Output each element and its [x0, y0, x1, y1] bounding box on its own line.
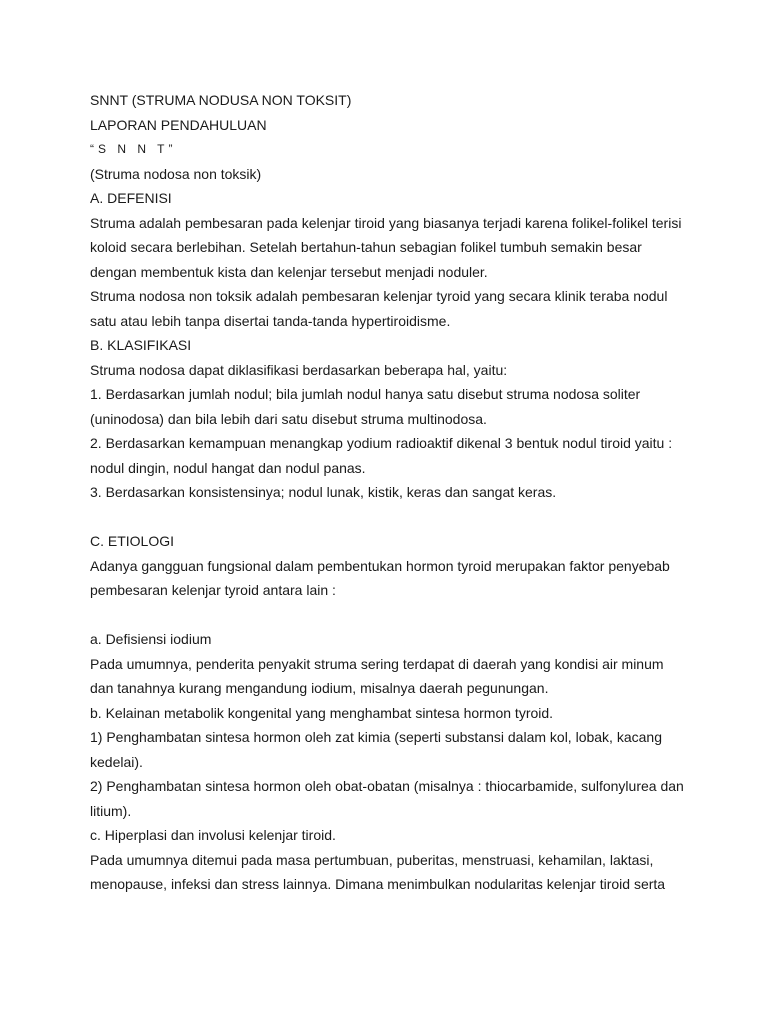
- paragraph-line: litium).: [90, 802, 132, 819]
- document-title: SNNT (STRUMA NODUSA NON TOKSIT): [90, 92, 352, 108]
- document-abbreviation: “S N N T”: [90, 142, 177, 156]
- paragraph-line: menopause, infeksi dan stress lainnya. Dimana menimbulkan nodularitas kelenjar tiroid serta: [90, 876, 666, 892]
- paragraph-line: a. Defisiensi iodium: [90, 631, 212, 647]
- paragraph-line: satu atau lebih tanpa disertai tanda-tanda hypertiroidisme.: [90, 312, 451, 329]
- document-body: [90, 88, 700, 897]
- paragraph-line: c. Hiperplasi dan involusi kelenjar tiroid.: [90, 827, 336, 843]
- paragraph-line: kedelai).: [90, 753, 143, 770]
- paragraph-line: Pada umumnya ditemui pada masa pertumbuan, puberitas, menstruasi, kehamilan, laktasi,: [90, 851, 654, 868]
- section-heading-etiologi: C. ETIOLOGI: [90, 533, 175, 549]
- paragraph-line: Struma nodosa dapat diklasifikasi berdasarkan beberapa hal, yaitu:: [90, 361, 508, 378]
- paragraph-line: Adanya gangguan fungsional dalam pembentukan hormon tyroid merupakan faktor penyebab: [90, 557, 670, 574]
- blank-line: [90, 603, 700, 628]
- paragraph-line: nodul dingin, nodul hangat dan nodul panas.: [90, 459, 366, 476]
- paragraph-line: 1. Berdasarkan jumlah nodul; bila jumlah nodul hanya satu disebut struma nodosa soliter: [90, 386, 641, 402]
- paragraph-line: 3. Berdasarkan konsistensinya; nodul lunak, kistik, keras dan sangat keras.: [90, 484, 557, 500]
- paragraph-line: 2. Berdasarkan kemampuan menangkap yodium radioaktif dikenal 3 bentuk nodul tiroid yaitu :: [90, 435, 673, 451]
- section-heading-klasifikasi: B. KLASIFIKASI: [90, 337, 192, 353]
- document-full-name: (Struma nodosa non toksik): [90, 165, 262, 182]
- paragraph-line: Struma adalah pembesaran pada kelenjar tiroid yang biasanya terjadi karena folikel-folikel terisi: [90, 214, 682, 231]
- paragraph-line: 1) Penghambatan sintesa hormon oleh zat kimia (seperti substansi dalam kol, lobak, kacang: [90, 729, 662, 745]
- blank-line: [90, 505, 700, 530]
- paragraph-line: pembesaran kelenjar tyroid antara lain :: [90, 582, 336, 598]
- paragraph-line: Pada umumnya, penderita penyakit struma sering terdapat di daerah yang kondisi air minum: [90, 655, 664, 672]
- paragraph-line: dengan membentuk kista dan kelenjar tersebut menjadi noduler.: [90, 263, 488, 280]
- paragraph-line: Struma nodosa non toksik adalah pembesaran kelenjar tyroid yang secara klinik teraba nodul: [90, 288, 668, 304]
- paragraph-line: b. Kelainan metabolik kongenital yang menghambat sintesa hormon tyroid.: [90, 704, 554, 721]
- paragraph-line: 2) Penghambatan sintesa hormon oleh obat-obatan (misalnya : thiocarbamide, sulfonylurea dan: [90, 778, 684, 794]
- paragraph-line: (uninodosa) dan bila lebih dari satu disebut struma multinodosa.: [90, 410, 487, 427]
- paragraph-line: dan tanahnya kurang mengandung iodium, misalnya daerah pegunungan.: [90, 680, 549, 696]
- document-subtitle: LAPORAN PENDAHULUAN: [90, 116, 267, 133]
- paragraph-line: koloid secara berlebihan. Setelah bertahun-tahun sebagian folikel tumbuh semakin besar: [90, 239, 642, 255]
- section-heading-defenisi: A. DEFENISI: [90, 190, 172, 206]
